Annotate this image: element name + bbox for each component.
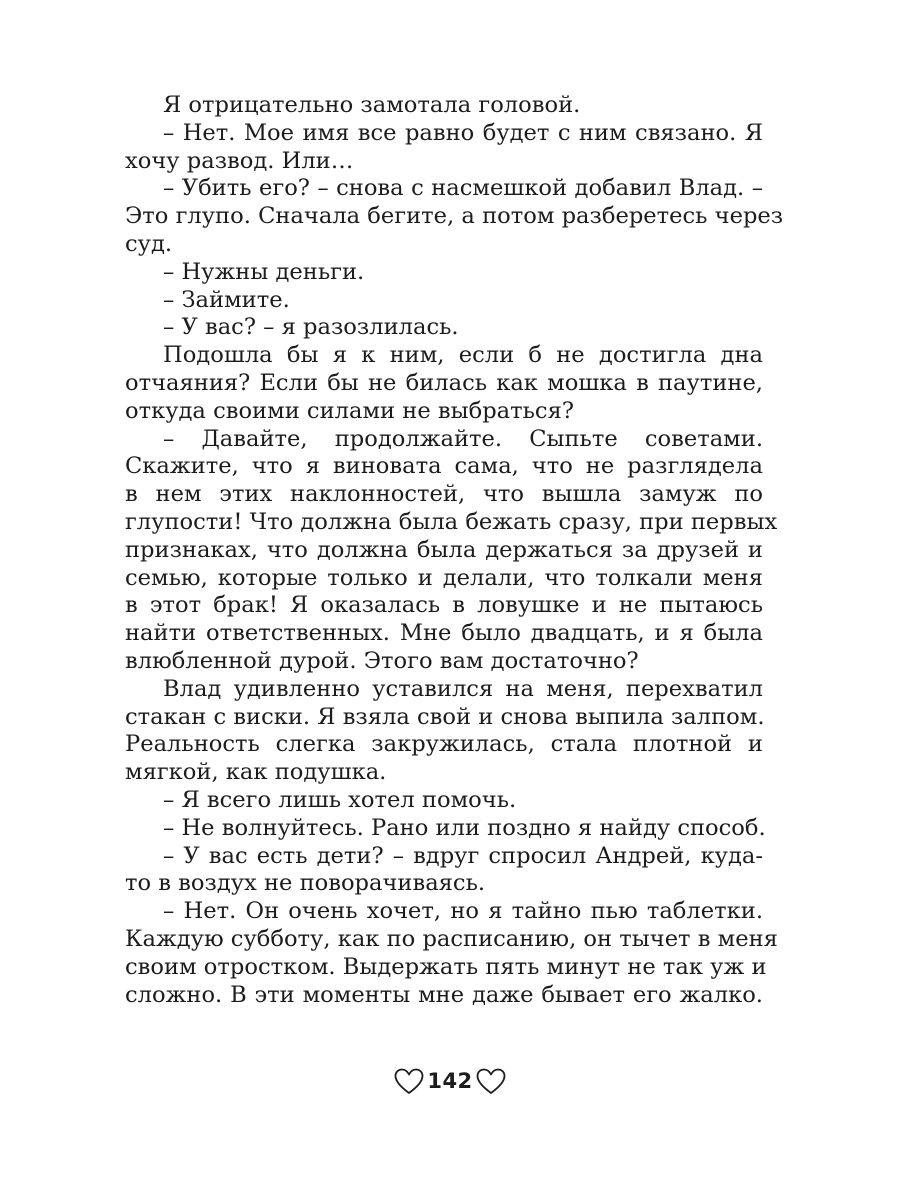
text-line: – Не волнуйтесь. Рано или поздно я найду способ.: [163, 814, 766, 841]
page-footer: [0, 1063, 900, 1099]
text-line: суд.: [125, 230, 173, 257]
page-body-text: [125, 92, 784, 1009]
text-line: Каждую субботу, как по расписанию, он тычет в меня: [125, 925, 778, 952]
heart-outline-icon: [394, 1068, 424, 1095]
text-line: отчаяния? Если бы не билась как мошка в паутине,: [125, 369, 763, 396]
text-line: – У вас есть дети? – вдруг спросил Андрей, куда-: [163, 842, 763, 869]
text-line: стакан с виски. Я взяла свой и снова выпила залпом.: [125, 703, 765, 730]
text-line: то в воздух не поворачиваясь.: [125, 870, 486, 897]
text-line: Это глупо. Сначала бегите, а потом разберетесь через: [125, 203, 784, 230]
text-line: Я отрицательно замотала головой.: [163, 92, 581, 118]
text-line: признаках, что должна была держаться за друзей и: [125, 536, 763, 563]
text-line: – Займите.: [163, 286, 290, 313]
text-line: сложно. В эти моменты мне даже бывает его жалко.: [125, 981, 763, 1008]
text-line: Влад удивленно уставился на меня, перехватил: [163, 675, 763, 702]
text-line: Скажите, что я виновата сама, что не разглядела: [125, 453, 763, 480]
text-line: откуда своими силами не выбраться?: [125, 397, 574, 424]
text-line: – Я всего лишь хотел помочь.: [163, 786, 517, 813]
text-line: найти ответственных. Мне было двадцать, и я была: [125, 620, 763, 647]
text-line: Подошла бы я к ним, если б не достигла дна: [163, 342, 763, 369]
text-line: своим отростком. Выдержать пять минут не так уж и: [125, 953, 767, 980]
text-line: – Нужны деньги.: [163, 258, 365, 285]
text-line: – Убить его? – снова с насмешкой добавил Влад. –: [163, 175, 763, 202]
text-line: в нем этих наклонностей, что вышла замуж по: [125, 481, 763, 508]
text-line: – Давайте, продолжайте. Сыпьте советами.: [163, 425, 763, 452]
text-line: влюбленной дурой. Этого вам достаточно?: [125, 647, 639, 674]
text-line: глупости! Что должна была бежать сразу, при первых: [125, 508, 778, 535]
text-line: семью, которые только и делали, что толкали меня: [125, 564, 763, 591]
text-line: – Нет. Он очень хочет, но я тайно пью таблетки.: [163, 898, 763, 925]
text-line: Реальность слегка закружилась, стала плотной и: [125, 731, 763, 758]
text-line: мягкой, как подушка.: [125, 759, 387, 786]
text-line: – У вас? – я разозлилась.: [163, 314, 459, 341]
text-line: в этот брак! Я оказалась в ловушке и не пытаюсь: [125, 592, 763, 619]
page-number: 142: [427, 1069, 473, 1093]
heart-outline-icon: [476, 1068, 506, 1095]
text-line: хочу развод. Или…: [125, 147, 354, 174]
text-line: – Нет. Мое имя все равно будет с ним связано. Я: [163, 119, 763, 146]
